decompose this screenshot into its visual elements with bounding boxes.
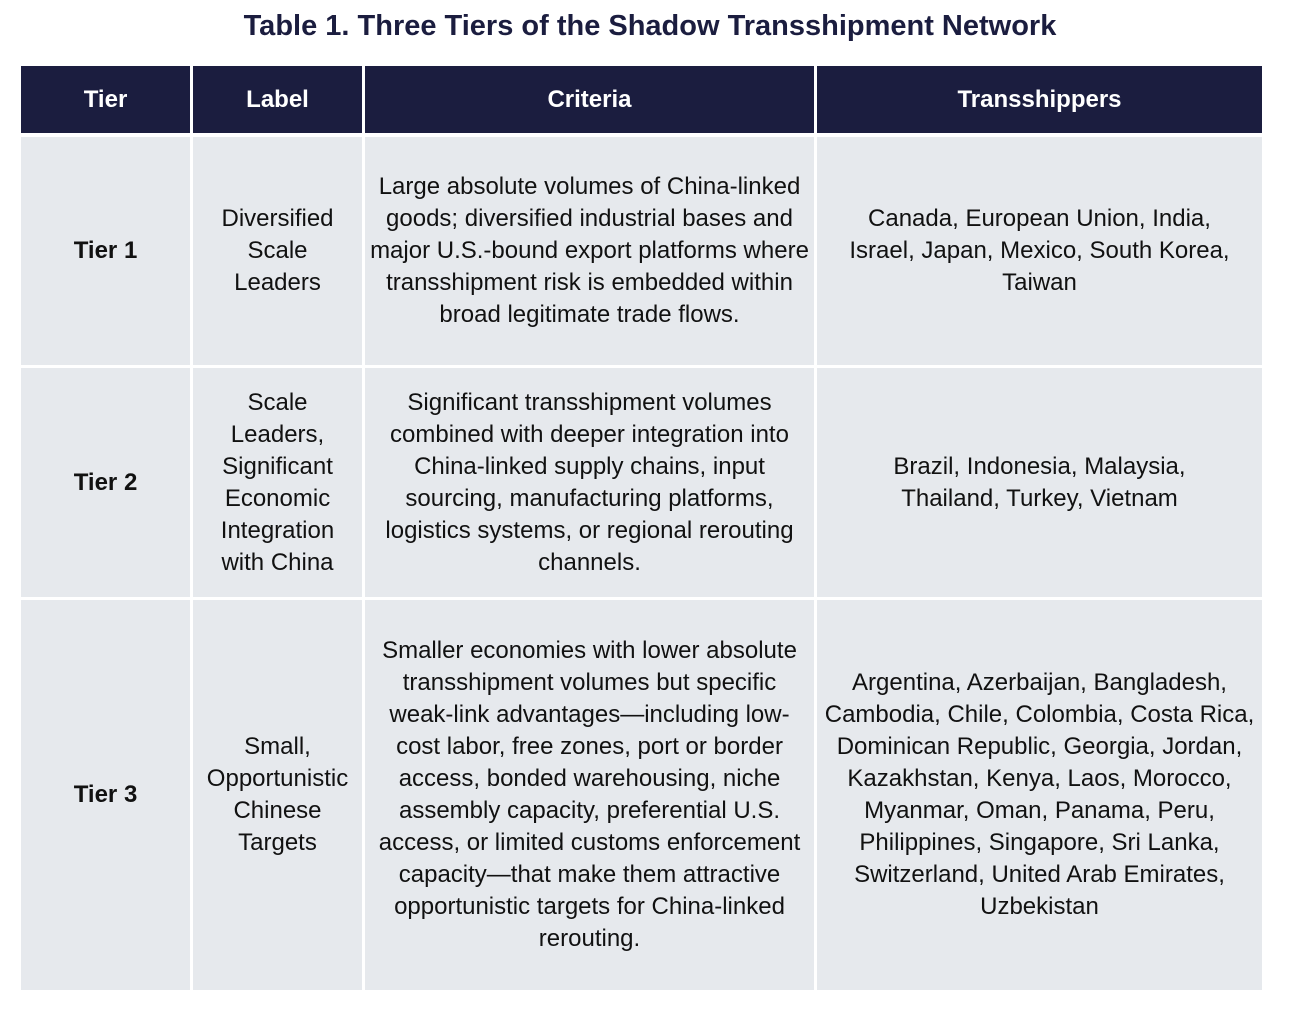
header-row (21, 66, 1262, 137)
transshippers-text: Argentina, Azerbaijan, Bangladesh, Cambodia, Chile, Colombia, Costa Rica, Dominican Republic, Georgia, Jordan, Kazakhstan, Kenya, Laos, Morocco, Myanmar, Oman, Panama, Peru, Philippines, Singapore, Sri Lanka, Switzerland, United Arab Emirates, Uzbekistan (824, 669, 1255, 920)
column-header-tier: Tier (21, 66, 190, 137)
tier-cell (21, 137, 190, 365)
tier-text: Tier 2 (73, 468, 138, 496)
tiers-table (18, 66, 1265, 990)
transshippers-text: Canada, European Union, India, Israel, Japan, Mexico, South Korea, Taiwan (849, 205, 1230, 296)
tier-cell (21, 597, 190, 990)
criteria-cell (365, 137, 814, 365)
label-cell (193, 597, 362, 990)
criteria-cell (365, 597, 814, 990)
transshippers-cell (817, 365, 1262, 597)
criteria-text: Large absolute volumes of China-linked goods; diversified industrial bases and major U.S.-bound export platforms where transshipment risk is embedded within broad legitimate trade flows. (370, 173, 809, 328)
table-row (21, 365, 1262, 597)
table-row (21, 137, 1262, 365)
table-body (21, 137, 1262, 990)
table-title: Table 1. Three Tiers of the Shadow Transshipment Network (243, 10, 1057, 42)
table-row (21, 597, 1262, 990)
label-text: Small, Opportunistic Chinese Targets (206, 733, 349, 856)
label-cell (193, 137, 362, 365)
tier-text: Tier 1 (73, 237, 138, 264)
tier-text: Tier 3 (73, 781, 138, 808)
transshippers-text: Brazil, Indonesia, Malaysia, Thailand, Turkey, Vietnam (893, 452, 1186, 512)
column-header-criteria: Criteria (365, 66, 814, 137)
tier-cell (21, 365, 190, 597)
criteria-text: Significant transshipment volumes combined with deeper integration into China-linked supply chains, input sourcing, manufacturing platforms, logistics systems, or regional rerouting channels. (385, 388, 794, 576)
table-header (21, 66, 1262, 137)
criteria-cell (365, 365, 814, 597)
column-header-label: Label (193, 66, 362, 137)
label-cell (193, 365, 362, 597)
column-header-transshippers: Transshippers (817, 66, 1262, 137)
label-text: Diversified Scale Leaders (221, 205, 334, 296)
transshippers-cell (817, 597, 1262, 990)
transshippers-cell (817, 137, 1262, 365)
label-text: Scale Leaders, Significant Economic Integration with China (220, 388, 335, 576)
criteria-text: Smaller economies with lower absolute transshipment volumes but specific weak-link advantages—including low-cost labor, free zones, port or border access, bonded warehousing, niche assembly capacity, preferential U.S. access, or limited customs enforcement capacity—that make them attractive opportunistic targets for China-linked rerouting. (378, 637, 801, 952)
